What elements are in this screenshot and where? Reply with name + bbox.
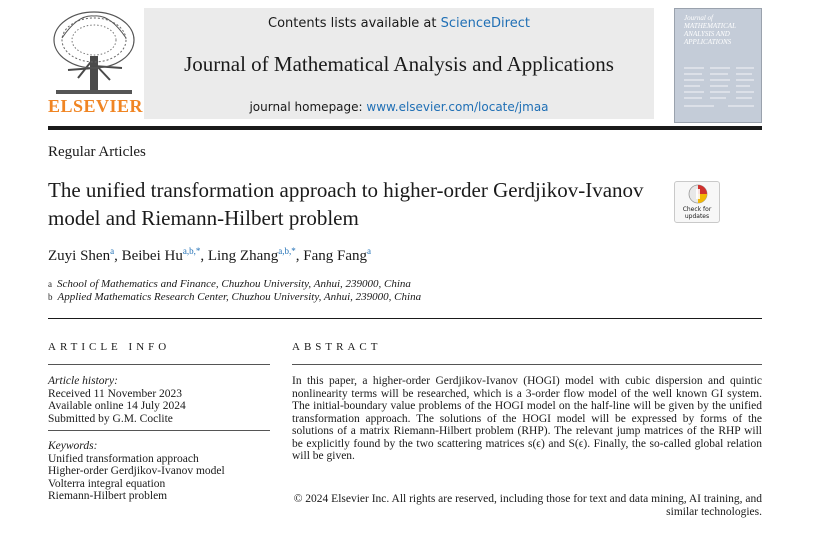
history-label: Article history:: [48, 375, 118, 387]
keyword: Volterra integral equation: [48, 477, 166, 490]
journal-title[interactable]: Journal of Mathematical Analysis and Applications: [184, 52, 614, 76]
author-affiliation-marker[interactable]: a: [367, 246, 371, 256]
sciencedirect-link[interactable]: ScienceDirect: [440, 16, 530, 31]
affiliation-text: Applied Mathematics Research Center, Chuzhou University, Anhui, 239000, China: [57, 291, 422, 303]
abstract-body: In this paper, a higher-order Gerdjikov-Ivanov (HOGI) model with cubic dispersion and quintic nonlinearity terms will be researched, which is a 3-order flow model of the well known GI system. The initial-boundary value problems of the HOGI model on the half-line will be given by the unified transformation approach. The solutions of the HOGI model will be expressed by forms of the solutions of a matrix Riemann-Hilbert problem (RHP). The relevant jump matrices of the RHP will be explicitly found by the two scattering matrices s(ϵ) and S(ϵ). Finally, the so-called global relation will be given.: [292, 375, 762, 462]
affiliation-marker: b: [48, 292, 53, 302]
author-separator: ,: [114, 248, 122, 264]
crossmark-label: Check for updates: [682, 206, 712, 220]
abstract-heading: ABSTRACT: [292, 341, 382, 353]
affiliation-marker: a: [48, 279, 52, 289]
history-submitted: Submitted by G.M. Coclite: [48, 412, 173, 425]
history-received: Received 11 November 2023: [48, 387, 183, 400]
contents-line: [144, 16, 654, 31]
author-separator: ,: [200, 248, 208, 264]
section-label: Regular Articles: [48, 144, 146, 160]
journal-homepage-line: [144, 100, 654, 114]
author-affiliation-marker[interactable]: a,b,*: [182, 246, 201, 256]
author-name[interactable]: Fang Fang: [303, 248, 367, 264]
author-list: [48, 246, 371, 265]
crossmark-icon: [688, 184, 708, 204]
keyword: Higher-order Gerdjikov-Ivanov model: [48, 465, 225, 477]
author-separator: ,: [295, 248, 304, 264]
homepage-link[interactable]: www.elsevier.com/locate/jmaa: [366, 100, 549, 114]
author-name[interactable]: Zuyi Shen: [48, 248, 111, 264]
affiliation-b: [48, 291, 421, 303]
article-history: [48, 375, 270, 425]
affiliation-a: [48, 278, 411, 290]
copyright-notice: © 2024 Elsevier Inc. All rights are reserved, including those for text and data mining, AI training, and similar technologies.: [293, 493, 762, 518]
abstract-rule: [292, 364, 762, 365]
homepage-prefix: journal homepage:: [249, 100, 367, 114]
keyword: Unified transformation approach: [48, 452, 199, 465]
article-info-divider: [48, 430, 270, 431]
cover-contents-lines: [684, 66, 756, 114]
keywords: [48, 440, 270, 503]
keyword: Riemann-Hilbert problem: [48, 490, 168, 502]
author-name[interactable]: Ling Zhang: [207, 248, 279, 264]
history-online: Available online 14 July 2024: [48, 400, 186, 412]
cover-title: Journal of MATHEMATICAL ANALYSIS AND APPLICATIONS: [684, 14, 736, 46]
paper-title: The unified transformation approach to higher-order Gerdjikov-Ivanov model and Riemann-Hilbert problem: [48, 178, 644, 230]
keywords-label: Keywords:: [48, 440, 98, 452]
publisher-wordmark[interactable]: ELSEVIER: [48, 96, 144, 116]
author-affiliation-marker[interactable]: a,b,*: [278, 246, 296, 256]
author-name[interactable]: Beibei Hu: [121, 248, 183, 264]
article-info-heading: ARTICLE INFO: [48, 341, 171, 353]
article-info-rule: [48, 364, 270, 365]
section-rule: [48, 318, 762, 319]
contents-prefix: Contents lists available at: [268, 16, 441, 31]
author-affiliation-marker[interactable]: a: [110, 246, 115, 256]
affiliation-text: School of Mathematics and Finance, Chuzhou University, Anhui, 239000, China: [57, 278, 411, 290]
header-rule: [48, 126, 762, 130]
